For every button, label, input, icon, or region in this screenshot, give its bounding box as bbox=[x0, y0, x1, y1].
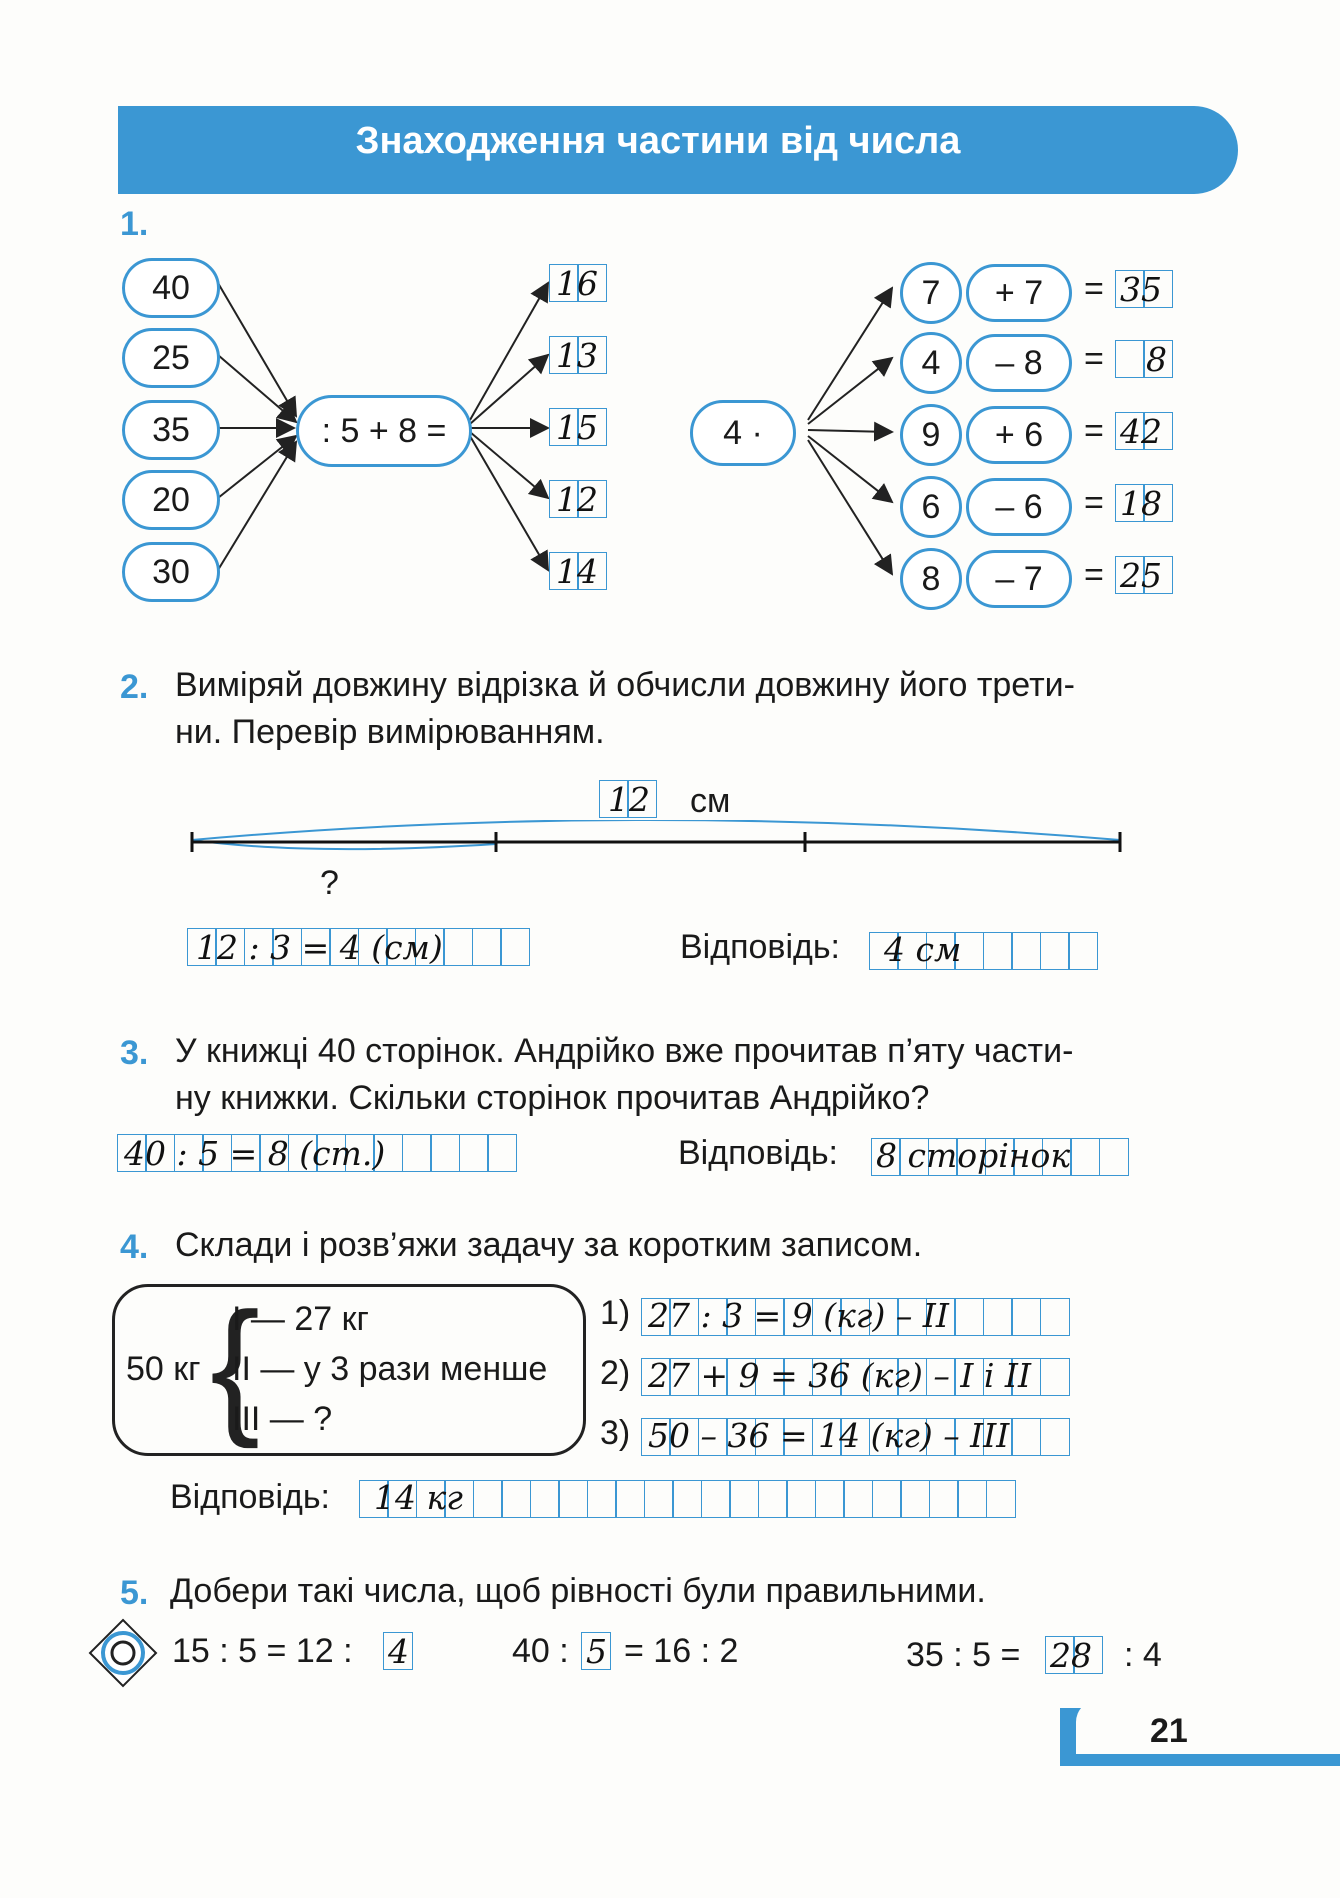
answer-label: Відповідь: bbox=[680, 928, 841, 966]
star-task-icon bbox=[88, 1618, 158, 1688]
record-line-3: ІІІ — ? bbox=[232, 1400, 333, 1438]
answer-text: 8 сторінок bbox=[876, 1136, 1071, 1175]
page-title: Знаходження частини від числа bbox=[355, 120, 961, 162]
factor-circle: 4 bbox=[900, 332, 962, 394]
equals-sign: = bbox=[1084, 556, 1104, 594]
factor-circle: 9 bbox=[900, 404, 962, 466]
answer-label: Відповідь: bbox=[170, 1478, 331, 1516]
op-oval: – 8 bbox=[966, 334, 1072, 392]
answer-value: 25 bbox=[1120, 556, 1162, 595]
task3-text: У книжці 40 сторінок. Андрійко вже прочитав п’яту части- bbox=[175, 1032, 1074, 1070]
answer-value: 42 bbox=[1120, 412, 1162, 451]
task2-text-2: ни. Перевір вимірюванням. bbox=[175, 713, 605, 751]
input-oval: 35 bbox=[122, 400, 220, 460]
factor-circle: 7 bbox=[900, 262, 962, 324]
equation-3-right: : 4 bbox=[1124, 1636, 1162, 1674]
solution-text: 12 : 3 = 4 (см) bbox=[196, 928, 443, 967]
eq1-value: 4 bbox=[388, 1632, 409, 1671]
operation-oval: : 5 + 8 = bbox=[296, 395, 472, 467]
answer-value: 18 bbox=[1120, 484, 1162, 523]
factor-circle: 8 bbox=[900, 548, 962, 610]
answer-text: 4 см bbox=[884, 930, 962, 969]
op-oval: + 6 bbox=[966, 406, 1072, 464]
input-oval: 25 bbox=[122, 328, 220, 388]
step-text: 27 : 3 = 9 (кг) – ІІ bbox=[648, 1296, 949, 1335]
factor-circle: 6 bbox=[900, 476, 962, 538]
op-oval: + 7 bbox=[966, 264, 1072, 322]
page-number: 21 bbox=[1150, 1712, 1188, 1750]
input-oval: 20 bbox=[122, 470, 220, 530]
equation-3-left: 35 : 5 = bbox=[906, 1636, 1021, 1674]
length-unit: см bbox=[690, 782, 731, 820]
task2-number: 2. bbox=[120, 668, 149, 706]
total-weight: 50 кг bbox=[126, 1350, 201, 1388]
equals-sign: = bbox=[1084, 340, 1104, 378]
task4-text: Склади і розв’яжи задачу за коротким записом. bbox=[175, 1226, 923, 1264]
step-text: 50 – 36 = 14 (кг) – ІІІ bbox=[648, 1416, 1010, 1455]
eq2-value: 5 bbox=[586, 1632, 607, 1671]
equals-sign: = bbox=[1084, 270, 1104, 308]
equals-sign: = bbox=[1084, 412, 1104, 450]
footer-tab bbox=[1076, 1700, 1340, 1754]
task5-number: 5. bbox=[120, 1574, 149, 1612]
step-text: 27 + 9 = 36 (кг) – І і ІІ bbox=[648, 1356, 1031, 1395]
length-value: 12 bbox=[608, 780, 650, 819]
op-oval: – 6 bbox=[966, 478, 1072, 536]
result-value: 14 bbox=[556, 552, 598, 591]
answer-value: 35 bbox=[1120, 270, 1162, 309]
task1-number: 1. bbox=[120, 205, 149, 243]
record-line-1: І — 27 кг bbox=[232, 1300, 369, 1338]
task5-text: Добери такі числа, щоб рівності були правильними. bbox=[170, 1572, 986, 1610]
op-oval: – 7 bbox=[966, 550, 1072, 608]
brace-icon: { bbox=[210, 1281, 261, 1449]
equation-1-left: 15 : 5 = 12 : bbox=[172, 1632, 353, 1670]
result-value: 15 bbox=[556, 408, 598, 447]
task3-text-2: ну книжки. Скільки сторінок прочитав Андрійко? bbox=[175, 1079, 930, 1117]
answer-value: 8 bbox=[1146, 340, 1167, 379]
task3-number: 3. bbox=[120, 1034, 149, 1072]
task2-text: Виміряй довжину відрізка й обчисли довжину його трети- bbox=[175, 666, 1075, 704]
step-label: 1) bbox=[600, 1294, 631, 1332]
equation-2-left: 40 : bbox=[512, 1632, 569, 1670]
answer-text: 14 кг bbox=[374, 1478, 463, 1517]
result-value: 13 bbox=[556, 336, 598, 375]
task4-number: 4. bbox=[120, 1228, 149, 1266]
step-label: 3) bbox=[600, 1414, 631, 1452]
question-mark: ? bbox=[320, 864, 339, 902]
input-oval: 40 bbox=[122, 258, 220, 318]
result-value: 16 bbox=[556, 264, 598, 303]
record-line-2: ІІ — у 3 рази менше bbox=[232, 1350, 548, 1388]
solution-text: 40 : 5 = 8 (ст.) bbox=[124, 1134, 386, 1173]
equals-sign: = bbox=[1084, 484, 1104, 522]
equation-2-right: = 16 : 2 bbox=[624, 1632, 739, 1670]
result-value: 12 bbox=[556, 480, 598, 519]
eq3-value: 28 bbox=[1050, 1636, 1092, 1675]
step-label: 2) bbox=[600, 1354, 631, 1392]
multiplier-oval: 4 · bbox=[690, 400, 796, 466]
answer-label: Відповідь: bbox=[678, 1134, 839, 1172]
input-oval: 30 bbox=[122, 542, 220, 602]
